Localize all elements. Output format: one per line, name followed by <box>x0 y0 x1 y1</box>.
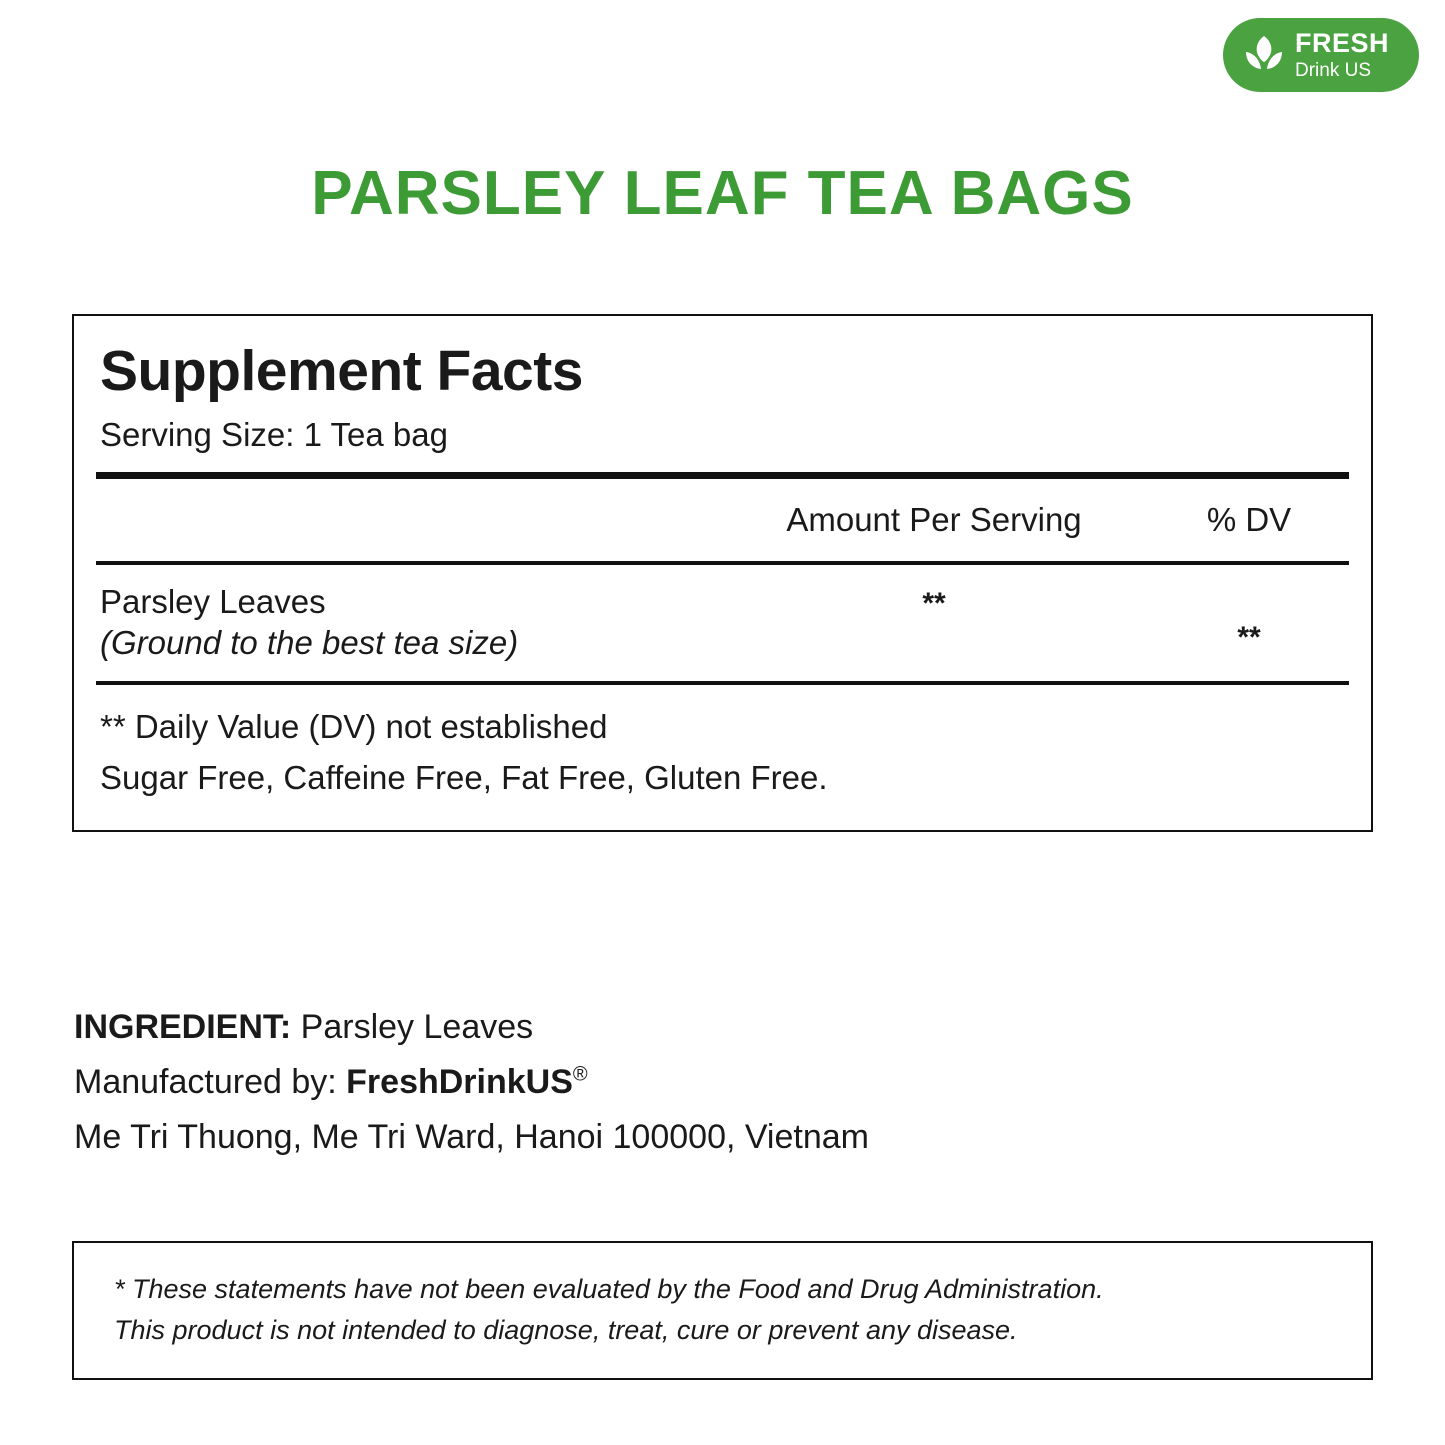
ingredient-line <box>74 1000 1374 1055</box>
facts-header-dv: % DV <box>1206 500 1292 538</box>
page-title: PARSLEY LEAF TEA BAGS <box>311 159 1134 228</box>
footnote-daily-value: ** Daily Value (DV) not established <box>100 708 608 746</box>
serving-size: Serving Size: 1 Tea bag <box>100 415 448 453</box>
registered-mark: ® <box>572 1063 588 1086</box>
table-row <box>96 565 1349 682</box>
supplement-facts-panel <box>72 314 1373 832</box>
disclaimer-line-2: This product is not intended to diagnose, treat, cure or prevent any disease. <box>114 1314 1018 1345</box>
facts-row-names <box>96 581 719 664</box>
manufacturer-address: Me Tri Thuong, Me Tri Ward, Hanoi 100000, Vietnam <box>74 1118 869 1157</box>
product-info-block <box>74 1000 1374 1165</box>
ingredient-label: INGREDIENT: <box>74 1008 292 1046</box>
leaf-icon <box>1241 32 1287 78</box>
footnote-free-claims: Sugar Free, Caffeine Free, Fat Free, Gluten Free. <box>100 759 828 797</box>
divider-thick-top <box>96 472 1349 479</box>
brand-text <box>1295 30 1389 80</box>
facts-header-amount: Amount Per Serving <box>786 500 1082 538</box>
facts-footnotes <box>96 685 1349 807</box>
fda-disclaimer-box <box>72 1241 1373 1380</box>
manufactured-by-label: Manufactured by: <box>74 1063 337 1102</box>
brand-name-bottom: Drink US <box>1295 60 1372 81</box>
facts-row-dv: ** <box>1237 620 1261 654</box>
supplement-facts-heading: Supplement Facts <box>100 339 583 403</box>
brand-name-top: FRESH <box>1295 28 1390 58</box>
manufacturer-name: FreshDrinkUS <box>346 1063 573 1102</box>
brand-badge <box>1223 18 1419 92</box>
facts-row-name: Parsley Leaves <box>100 582 326 620</box>
facts-header-row <box>96 479 1349 561</box>
disclaimer-line-1: * These statements have not been evaluated by the Food and Drug Administration. <box>114 1274 1104 1304</box>
manufacturer-line <box>74 1055 1374 1110</box>
facts-row-amount: ** <box>922 586 946 620</box>
facts-row-subnote: (Ground to the best tea size) <box>100 624 519 662</box>
ingredient-value: Parsley Leaves <box>291 1008 534 1046</box>
